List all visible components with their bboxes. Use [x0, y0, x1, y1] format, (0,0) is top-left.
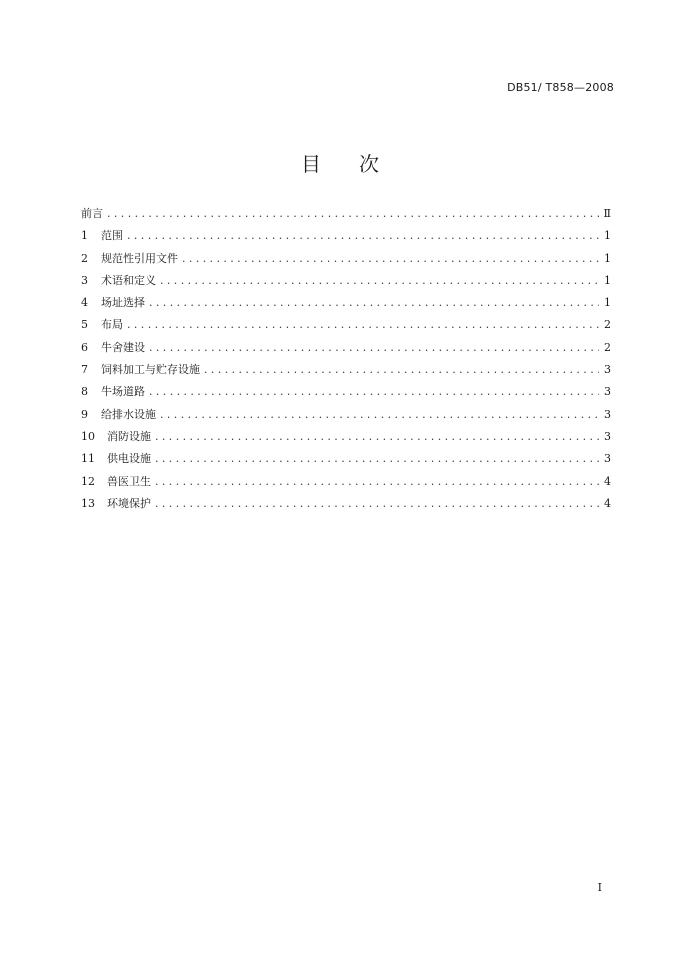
toc-entry-foreword[interactable]	[81, 203, 611, 225]
page-title: 目次	[301, 152, 417, 176]
toc-leader-dots	[182, 248, 599, 270]
toc-entry-label: 术语和定义	[101, 273, 156, 287]
toc-entry-page: 4	[604, 496, 611, 510]
toc-entry-label: 消防设施	[107, 429, 151, 443]
toc-entry-3[interactable]	[81, 270, 611, 292]
toc-entry-4[interactable]	[81, 292, 611, 314]
toc-entry-number: 5	[81, 318, 88, 332]
toc-entry-page: 2	[604, 318, 611, 332]
toc-entry-page: 1	[604, 296, 611, 310]
toc-entry-page: 1	[604, 229, 611, 243]
toc-leader-dots	[155, 448, 599, 470]
toc-entry-2[interactable]	[81, 248, 611, 270]
toc-entry-number: 2	[81, 251, 88, 265]
toc-entry-6[interactable]	[81, 337, 611, 359]
toc-leader-dots	[149, 292, 599, 314]
toc-leader-dots	[155, 471, 599, 493]
toc-entry-12[interactable]	[81, 471, 611, 493]
toc-leader-dots	[149, 381, 599, 403]
toc-entry-label: 布局	[101, 318, 123, 332]
toc-entry-label: 供电设施	[107, 452, 151, 466]
toc-entry-page: Ⅱ	[603, 207, 611, 220]
toc-leader-dots	[160, 404, 599, 426]
toc-leader-dots	[127, 314, 599, 336]
toc-entry-13[interactable]	[81, 493, 611, 515]
toc-entry-number: 1	[81, 229, 88, 243]
toc-leader-dots	[160, 270, 599, 292]
toc-leader-dots	[149, 337, 599, 359]
toc-entry-page: 2	[604, 340, 611, 354]
toc-entry-page: 3	[604, 452, 611, 466]
toc-leader-dots	[107, 203, 599, 225]
toc-entry-7[interactable]	[81, 359, 611, 381]
toc-entry-1[interactable]	[81, 225, 611, 247]
toc-entry-label: 牛舍建设	[101, 340, 145, 354]
page-number: I	[597, 881, 602, 894]
toc-leader-dots	[155, 426, 599, 448]
toc-entry-label: 给排水设施	[101, 407, 156, 421]
toc-entry-9[interactable]	[81, 404, 611, 426]
toc-entry-page: 1	[604, 251, 611, 265]
toc-entry-number: 12	[81, 474, 95, 488]
toc-entry-8[interactable]	[81, 381, 611, 403]
toc-entry-number: 13	[81, 496, 95, 510]
toc-entry-label: 范围	[101, 229, 123, 243]
toc-entry-11[interactable]	[81, 448, 611, 470]
toc-entry-label: 牛场道路	[101, 385, 145, 399]
toc-entry-number: 7	[81, 363, 88, 377]
toc-entry-page: 1	[604, 273, 611, 287]
toc-leader-dots	[155, 493, 599, 515]
toc-entry-label: 饲料加工与贮存设施	[101, 363, 200, 377]
toc-leader-dots	[127, 225, 599, 247]
toc-entry-number: 8	[81, 385, 88, 399]
toc-entry-page: 3	[604, 363, 611, 377]
toc-entry-page: 3	[604, 385, 611, 399]
toc-entry-number: 9	[81, 407, 88, 421]
toc-entry-5[interactable]	[81, 314, 611, 336]
toc-entry-number: 6	[81, 340, 88, 354]
toc-entry-label: 前言	[81, 207, 103, 220]
toc-entry-number: 10	[81, 429, 95, 443]
document-code: DB51/ T858—2008	[507, 81, 614, 94]
toc-entry-label: 兽医卫生	[107, 474, 151, 488]
toc-entry-10[interactable]	[81, 426, 611, 448]
toc-leader-dots	[204, 359, 599, 381]
toc-entry-number: 11	[81, 452, 95, 466]
toc-entry-label: 场址选择	[101, 296, 145, 310]
toc-entry-number: 3	[81, 273, 88, 287]
toc-entry-label: 环境保护	[107, 496, 151, 510]
table-of-contents	[81, 203, 611, 515]
toc-entry-number: 4	[81, 296, 88, 310]
toc-entry-page: 3	[604, 407, 611, 421]
toc-entry-page: 3	[604, 429, 611, 443]
toc-entry-page: 4	[604, 474, 611, 488]
toc-entry-label: 规范性引用文件	[101, 251, 178, 265]
